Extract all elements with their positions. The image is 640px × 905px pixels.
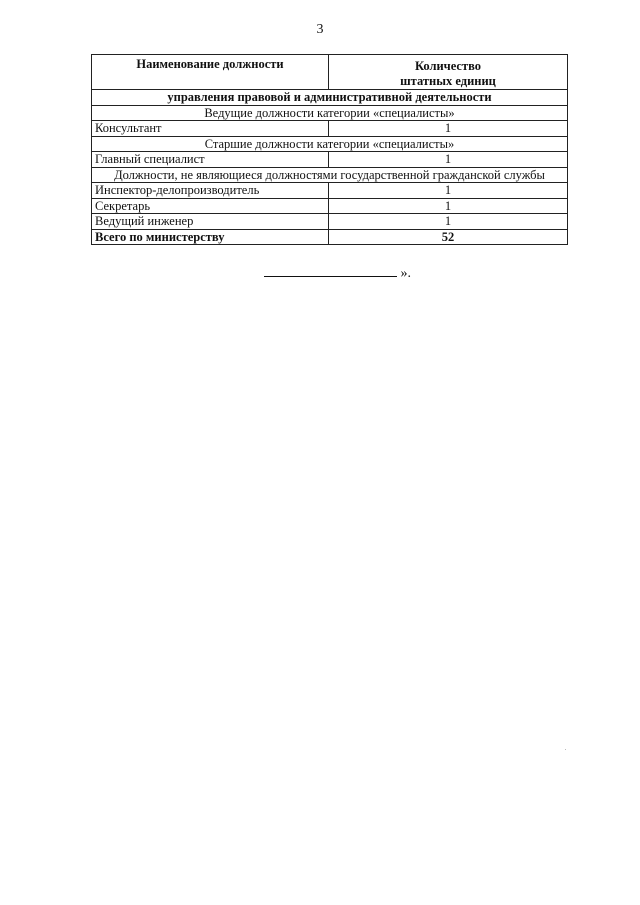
position-quantity: 1 (329, 214, 568, 230)
total-label: Всего по министерству (92, 229, 329, 245)
table-header-row (92, 55, 568, 90)
department-row (92, 90, 568, 106)
department-name: управления правовой и административной деятельности (92, 90, 568, 106)
position-quantity: 1 (329, 198, 568, 214)
closing-mark (264, 263, 411, 282)
category-row (92, 167, 568, 183)
position-name: Консультант (92, 121, 329, 137)
table-row (92, 214, 568, 230)
header-position-name: Наименование должности (92, 55, 329, 90)
total-row (92, 229, 568, 245)
staff-table (91, 54, 568, 245)
position-quantity: 1 (329, 121, 568, 137)
category-label: Должности, не являющиеся должностями государственной гражданской службы (92, 167, 568, 183)
category-row (92, 136, 568, 152)
table-row (92, 198, 568, 214)
position-quantity: 1 (329, 152, 568, 168)
category-label: Старшие должности категории «специалисты» (92, 136, 568, 152)
header-quantity: Количество штатных единиц (329, 55, 568, 90)
table-row (92, 152, 568, 168)
closing-quote: ». (400, 266, 411, 281)
page-number: 3 (316, 22, 324, 37)
category-label: Ведущие должности категории «специалисты» (92, 105, 568, 121)
table-row (92, 121, 568, 137)
scan-speck (565, 749, 566, 750)
table-row (92, 183, 568, 199)
position-name: Секретарь (92, 198, 329, 214)
blank-line (264, 263, 397, 277)
position-name: Ведущий инженер (92, 214, 329, 230)
position-quantity: 1 (329, 183, 568, 199)
total-quantity: 52 (329, 229, 568, 245)
category-row (92, 105, 568, 121)
position-name: Главный специалист (92, 152, 329, 168)
position-name: Инспектор-делопроизводитель (92, 183, 329, 199)
